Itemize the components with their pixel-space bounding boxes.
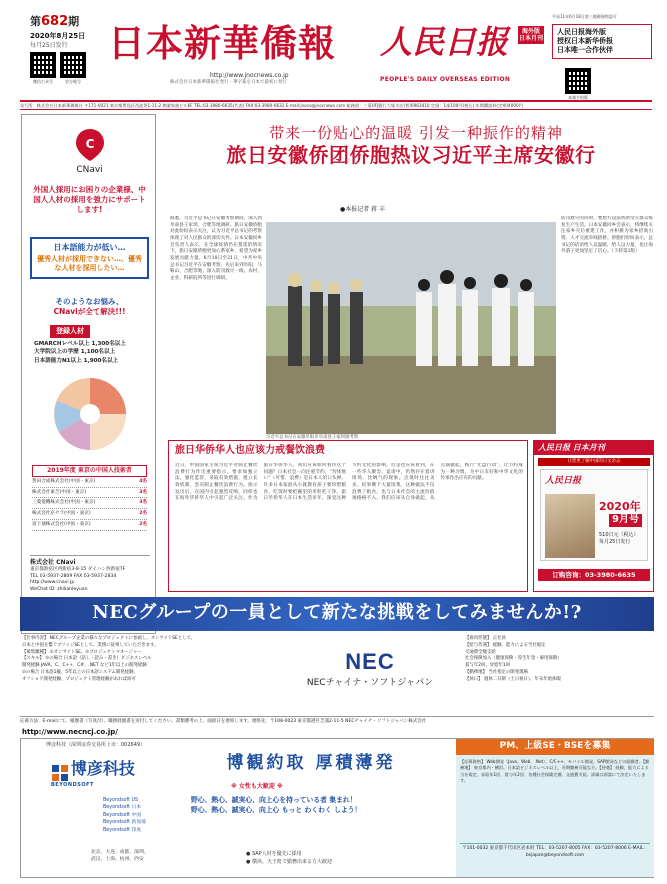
newspaper-url[interactable]: http://www.jnocnews.co.jp [210, 72, 289, 79]
registrant-tag: 登録人材 [50, 325, 90, 338]
nec-url[interactable]: http://www.necncj.co.jp/ [22, 728, 118, 736]
wechat-qr[interactable]: 微信公众号 [30, 52, 56, 84]
cnavi-ad[interactable] [21, 114, 156, 634]
partner-box [552, 24, 652, 59]
qr-codes [30, 52, 86, 84]
cnavi-logo-icon [72, 127, 108, 163]
postal-notice: 平成11年6月18日第三種郵便物認可 [552, 14, 617, 19]
cover-logo: 人民日报 [545, 476, 582, 486]
magazine-phone[interactable]: 订购咨询：03-3980-6635 [538, 569, 650, 581]
recruit-header: PM、上級SE・BSEを募集 [456, 739, 654, 755]
photo-caption: 习近平总书记在安徽阜阳市阜南县王家坝镇考察 [266, 435, 359, 440]
nec-job-details: 【仕事内容】 NECグループ企業の様々なプロジェクトに参画し、オンサイトSEとして、 日本と中国を繋ぐブリッジSEとして、業務に従事していただきます。 【募集職種】 ①オンサイトSE、②プロジェクトマネージャー 【スキル】 ①の場合 日本語（話し・読み・書き）ビジネスレベル 開発経験 JAVA、C、C++、C#、.NET など1年以上の開発経験 ②の場合 日本語1級、5年以上の日本語システム開発経験、 オフショア開発経験、プロジェクト管理経験があれば尚可 [22, 636, 196, 682]
qr-code-icon [30, 52, 56, 78]
inset-article[interactable] [168, 440, 528, 592]
partner-line: 人民日报海外版 [557, 28, 606, 36]
women-welcome: ※ 女性も大歓迎 ※ [231, 783, 283, 790]
cnavi-brand: CNavi [76, 165, 103, 175]
svg-text:C: C [85, 137, 95, 151]
nec-company-name: NECチャイナ・ソフトジャパン [306, 677, 434, 688]
issue-frequency: 每月25日发行 [30, 42, 68, 49]
beyondsoft-mark-icon [51, 764, 69, 782]
partner-line: 日本唯一合作伙伴 [557, 46, 613, 55]
qr-code-icon [565, 68, 591, 94]
branch-list: Beyondsoft US Beyondsoft 日本 Beyondsoft 中国 Beyondsoft 新加坡 Beyondsoft 印度 [103, 798, 146, 833]
ranking-list [32, 477, 147, 531]
recruit-bullets: ● SAP人材を優先に採用 ● 横浜、天王町で勤務出来る方大歓迎 [246, 851, 332, 865]
recruit-requirements: 【応募資格】 Web開発（Java、Web、.Net）、C/C++、モバイル開発、SAP開発などの経験者。【勤務地】 東京都内・横浜。日本語ビジネスレベル以上。長期勤務可能な方。【待遇】 経験、能力による当社規定。昇給年1回、賞与年2回、各種社会保険完備、交通費支給。詳細は面談にて決定いたします。 [460, 759, 650, 783]
article-byline: ●本报记者 蒋 丰 [340, 206, 386, 213]
publisher-info-strip: 発行所：株式会社日本新華僑報社 〒171-0021 東京都豊島区西池袋1-11-2 創業家族ビル6F TEL:03-3980-6635(代表) FAX:03-3980-6631 E-mail:jnocs@jnocnews.com 総務部：三菱UFJ銀行大塚支店(普)0963410 定価：1部100円(税込) 年間購読料(定期)4000円 [20, 100, 652, 110]
inset-body: 近日，中国国家主席习近平对制止餐饮浪费行为作出重要指示，要求加强立法，强化监管，采取有效措施，建立长效机制，坚决制止餐饮浪费行为。指示发出后，在国内引起强烈反响，同样也在海外华侨华人中引起广泛关注。作为旅日华侨华人，我们应该如何看待这个问题？日本社会一向注重节约，“勿体無い”（可惜、浪费）是日本人的口头禅。许多日本家庭从小就教育孩子要珍惜粮食，吃饭时要把碗里的米粒吃干净。旅日华侨华人在日本生活多年，深受这种节约文化的影响。但是也应该看到，在一些华人聚会、宴请中，仍然存在着讲排场、比阔气的现象。点菜时往往贪多，结果剩下大量饭菜。这种做法不仅浪费了粮食，也与日本社会的主流价值观格格不入。我们应该从自身做起，从点滴做起，践行“光盘行动”，让节约成为一种习惯，为中日友好和中华文化的传承作出应有的贡献。 [175, 463, 523, 502]
beyondsoft-logo: 博彦科技 BEYONDSOFT [51, 759, 135, 788]
problem-text: 優秀人材が採用できない…、優秀な人材を採用したい… [37, 255, 142, 273]
cover-year: 2020年 [599, 500, 641, 513]
nec-conditions: 【雇用形態】 正社員 【給与待遇】 経験、能力による当社規定 交通費全額支給 社会保険加入（健康保険・厚生年金・雇用保険） 賞与年2回、昇給年1回 【勤務地】 当社指定の開発現場 【休日】 週休二日制（土日祝日）、年末年始休暇 [465, 636, 562, 682]
list-item: 豊田合成株式会社(中国・東京) 4名 [32, 477, 147, 488]
beyondsoft-tagline: 博彦科技（深圳证券交易所上市：002649） [46, 742, 146, 748]
list-item: 株式会社京セラ(中国・東京) 2名 [32, 509, 147, 520]
mobile-qr[interactable]: 本報手机版 [565, 68, 591, 100]
article-kicker: 带来一份贴心的温暖 引发一种振作的精神 [269, 124, 563, 142]
cnavi-problem-box [30, 237, 149, 279]
nec-application-info: 応募方法：E-mailにて、履歴書（写真付）、職務経歴書を送付してください。書類選考の上、面接日を連絡します。連絡先：〒108-0023 東京都港区芝浦2-11-5 NECチャイナ・ソフトジャパン株式会社 [20, 716, 654, 725]
peoples-daily-logo: 人民日报 [380, 23, 509, 61]
registrant-pie-chart [49, 373, 131, 455]
article-column: 防汛救灾的同时，要想方设法帮助受灾群众恢复生产生活。日本安徽同乡会表示，将继续关注家乡灾后重建工作，并积极为家乡招商引资、人才交流牵线搭桥。侨胞们纷纷表示，总书记的话语给人以温暖，给人以力量，也让海外游子更加坚定了信心。（下转第2版） [561, 216, 653, 255]
magazine-ad-header: 人民日报 日本月刊 [534, 441, 653, 455]
ranking-title: 2019年度 東京の中国人技術者 [32, 465, 147, 477]
inset-title: 旅日华侨华人也应该力戒餐饮浪费 [175, 445, 325, 456]
list-item: 株式会社東芝(中国・東京) 3名 [32, 488, 147, 499]
list-item: 富士通株式会社(中国・東京) 2名 [32, 520, 147, 531]
overseas-edition-en: PEOPLE'S DAILY OVERSEAS EDITION [380, 76, 511, 83]
recruit-contact[interactable]: 〒101-0032 東京都千代田区岩本町 TEL：03-5207-8005 FAX：03-5207-8006 E-MAIL：bsjapan@beyondsoft.com [460, 843, 650, 859]
nec-banner[interactable]: NECグループの一員として新たな挑戦をしてみませんか!? [20, 597, 654, 631]
nec-logo[interactable] [290, 648, 450, 689]
cover-image [545, 494, 595, 558]
article-photo [266, 222, 556, 434]
cnavi-solution: そのようなお悩み、 CNaviが全て解決!!! [53, 297, 126, 317]
magazine-ad-sub: 让您更了解中国的日文杂志 [538, 458, 650, 466]
issue-info [30, 14, 88, 50]
problem-title: 日本語能力が低い… [53, 243, 126, 252]
official-qr[interactable]: 官方账号 [60, 52, 86, 84]
nec-logo-mark: NEC [345, 649, 395, 674]
magazine-ad[interactable] [533, 440, 654, 592]
partner-line: 授权日本新华侨报 [557, 37, 613, 46]
cover-month: 9月号 [609, 514, 642, 527]
issue-number: 第682期 [30, 14, 80, 29]
beyondsoft-ad[interactable] [20, 738, 654, 878]
cnavi-catch: 外国人採用にお困りの企業様、中国人人材の採用を強力にサポートします! [33, 185, 146, 215]
qr-code-icon [60, 52, 86, 78]
article-headline[interactable]: 旅日安徽侨团侨胞热议习近平主席安徽行 [226, 143, 596, 167]
list-item: 三菱電機株式会社(中国・東京) 3名 [32, 498, 147, 509]
cnavi-contact: 株式会社 CNavi 東京都新宿区西新宿3-8-15 ダイハン西新宿7F TEL 03-5937-2809 FAX 03-5937-2834 http://www.cnavi.jp WeChat ID: zhilianleyuan [30, 555, 150, 593]
city-list: 北京、大连、成都、深圳、 武汉、上海、杭州、西安 [91, 850, 149, 863]
cover-price: 510日元（税込） 每月25日发行 [599, 532, 639, 545]
recruit-panel [456, 739, 654, 877]
overseas-edition-tag: 海外版 日本月刊 [518, 26, 544, 44]
newspaper-title-jp: 日本新華僑報 [108, 21, 336, 65]
beyondsoft-motto: 博観約取 厚積薄発 [226, 753, 396, 773]
newspaper-subtitle: 株式会社日本新華僑報社発行・華字報を日本で最初に発行 [170, 80, 287, 85]
magazine-cover [540, 469, 648, 561]
registrant-stats: GMARCHレベル以上 1,300名以上 大学院以上の学歴 1,100名以上 日本語能力N1以上 1,900名以上 [34, 341, 126, 364]
recruit-call: 野心、熱心、誠実心、向上心を持っている者 集まれ！ 野心、熱心、誠実心、向上心 もっと わくわく しよう！ [191, 796, 362, 815]
issue-date: 2020年8月25日 [30, 32, 86, 41]
article-column: 据悉，习近平总书记在安徽考察期间，深入到阜南县王家坝、合肥等地调研。旅日安徽侨胞对此纷纷表示关注，认为习近平总书记的考察体现了对人民群众的深切关怀。日本安徽同乡会负责人表示，在全球疫情仍在蔓延的情况下，旅日安徽侨胞更加心系家乡，希望为家乡发展贡献力量。8月18日至21日，中共中央总书记习近平在安徽考察，先后来到阜阳、马鞍山、合肥等地，深入防汛救灾一线、农村、企业、科研院所等进行调研。 [170, 216, 262, 281]
field-photo-image [266, 222, 556, 434]
